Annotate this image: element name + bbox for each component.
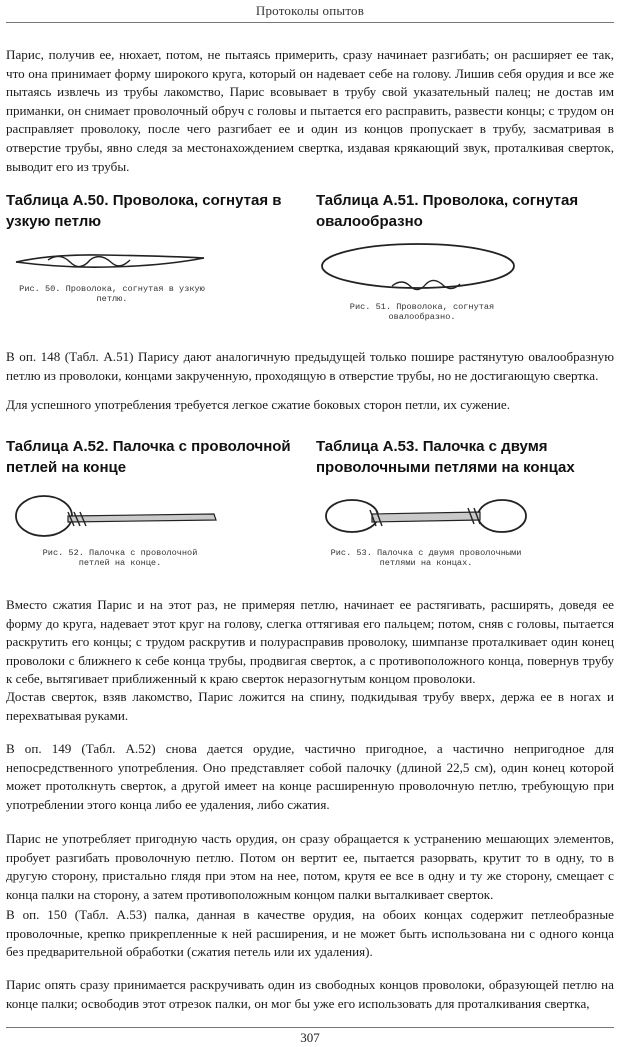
figure-53 bbox=[316, 490, 536, 574]
table-a52-title-line2: петлей на конце bbox=[6, 459, 127, 476]
figure-50 bbox=[12, 246, 212, 306]
figure-52-caption-line2: петлей на конце. bbox=[78, 558, 162, 568]
table-a53-title-line2: проволочными петлями на концах bbox=[316, 459, 575, 476]
figure-52-caption bbox=[10, 548, 230, 568]
figure-53-caption-line1: Рис. 53. Палочка с двумя проволочными bbox=[330, 548, 522, 558]
table-a51-title-line1: Таблица А.51. Проволока, согнутая bbox=[316, 192, 579, 209]
paragraph-7: Парис не употребляет пригодную часть орудия, он сразу обращается к устранению мешающих элементов, пробует разгибать проволочную петлю. Потом он вертит ее, пытается разорвать, крутит то в одну, то в другую сторону, пристально глядя при этом на нее, потом, крутя ее все в одну и ту же сторону, смещает с конца палки на сторону, а затем противоположным концом палки выталкивает сверток. bbox=[6, 831, 614, 902]
figure-51-loop bbox=[322, 244, 514, 288]
paragraph-3: Для успешного употребления требуется легкое сжатие боковых сторон петли, их сужение. bbox=[6, 397, 510, 412]
paragraph-1: Парис, получив ее, нюхает, потом, не пытаясь примерить, сразу начинает разгибать; он расширяет ее так, что она принимает форму широкого круга, который он надевает себе на голову. Лишив себя орудия и все же пытаясь извлечь из трубы лакомство, Парис всовывает в трубу свой указательный палец; не достав им приманки, он снимает проволочный обруч с головы и пытается его расправить, развести концы; с трудом он расправляет проволоку, после чего разгибает ее и один из концов пропускает в трубу, засматривая в отверстие трубы, явно следя за местонахождением свертка, издавая крякающий звук, проталкивая сверток, выводит его из трубы. bbox=[6, 47, 614, 174]
figure-51 bbox=[312, 240, 522, 330]
paragraph-4: Вместо сжатия Парис и на этот раз, не примеряя петлю, начинает ее растягивать, расширять, доведя ее форму до круга, надевает этот круг на голову, слегка оттягивая его пальцем; потом, сняв с головы, пытается раскрутить его концы; с трудом раскрутив и полурасправив проволоку, шимпанзе проталкивает один конец проволоки с ближнего к себе конца трубы, продвигая сверток, а с противоположного конца, повернув трубу к себе, вытягивает приближенный к краю сверток неразогнутым концом проволоки. bbox=[6, 597, 614, 687]
figure-50-caption bbox=[12, 284, 212, 304]
figure-50-twist bbox=[48, 256, 130, 266]
figure-53-stick bbox=[372, 512, 480, 522]
figure-50-caption-line2: петлю. bbox=[96, 294, 128, 304]
table-a51-title-line2: овалообразно bbox=[316, 213, 423, 230]
paragraph-9: Парис опять сразу принимается раскручивать один из свободных концов проволоки, образующей петлю на конце палки; освободив этот отрезок палки, он мог бы уже его использовать для проталкивания свертка, bbox=[6, 977, 614, 1011]
footer-rule bbox=[6, 1027, 614, 1028]
figure-53-drawing bbox=[316, 490, 536, 544]
table-a53-title bbox=[316, 436, 614, 478]
figure-52-loop bbox=[16, 496, 72, 536]
running-head: Протоколы опытов bbox=[255, 3, 365, 18]
figure-53-caption-line2: петлями на концах. bbox=[379, 558, 473, 568]
paragraph-8: В оп. 150 (Табл. А.53) палка, данная в качестве орудия, на обоих концах содержит петлеобразные проволочные, крепко прикрепленные к ней расширения, и не может быть использована ни с одного конца без предварительной обработки (сжатия петель или их удаления). bbox=[6, 907, 614, 960]
table-a50-title-line1: Таблица А.50. Проволока, согнутая в bbox=[6, 192, 282, 209]
figure-52 bbox=[10, 490, 230, 570]
figure-51-caption-line2: овалообразно. bbox=[388, 312, 456, 322]
paragraph-5: Достав сверток, взяв лакомство, Парис ложится на спину, подкидывая трубу вверх, держа ее в ногах и перехватывая руками. bbox=[6, 689, 614, 723]
figure-52-drawing bbox=[10, 490, 230, 544]
figure-50-caption-line1: Рис. 50. Проволока, согнутая в узкую bbox=[19, 284, 205, 294]
page-number: 307 bbox=[300, 1030, 320, 1045]
figure-53-caption bbox=[316, 548, 536, 568]
figure-51-caption bbox=[322, 302, 522, 322]
header-rule bbox=[6, 22, 614, 23]
figure-51-caption-line1: Рис. 51. Проволока, согнутая bbox=[349, 302, 495, 312]
figure-51-drawing bbox=[312, 240, 522, 298]
figure-50-drawing bbox=[12, 246, 212, 276]
figure-53-loop-right bbox=[478, 500, 526, 532]
table-a52-title-line1: Таблица А.52. Палочка с проволочной bbox=[6, 438, 291, 455]
figure-52-caption-line1: Рис. 52. Палочка с проволочной bbox=[42, 548, 198, 558]
table-a52-title bbox=[6, 436, 306, 478]
table-a53-title-line1: Таблица А.53. Палочка с двумя bbox=[316, 438, 548, 455]
figure-50-wire-bottom bbox=[16, 258, 204, 267]
table-a50-title-line2: узкую петлю bbox=[6, 213, 102, 230]
figure-52-stick bbox=[68, 514, 216, 522]
paragraph-2: В оп. 148 (Табл. А.51) Парису дают аналогичную предыдущей только пошире растянутую овалообразную петлю из проволоки, концами закрученную, проходящую в отверстие трубы, но не достигающую свертка. bbox=[6, 349, 614, 383]
figure-53-loop-left bbox=[326, 500, 378, 532]
table-a50-title bbox=[6, 190, 296, 232]
table-a51-title bbox=[316, 190, 614, 232]
paragraph-6: В оп. 149 (Табл. А.52) снова дается орудие, частично пригодное, а частично непригодное для непосредственного употребления. Оно представляет собой палочку (длиной 22,5 см), один конец которой может протолкнуть сверток, а другой имеет на конце расширенную проволочную петлю, требующую при употреблении этого конца либо ее удаления, либо сжатия. bbox=[6, 741, 614, 812]
